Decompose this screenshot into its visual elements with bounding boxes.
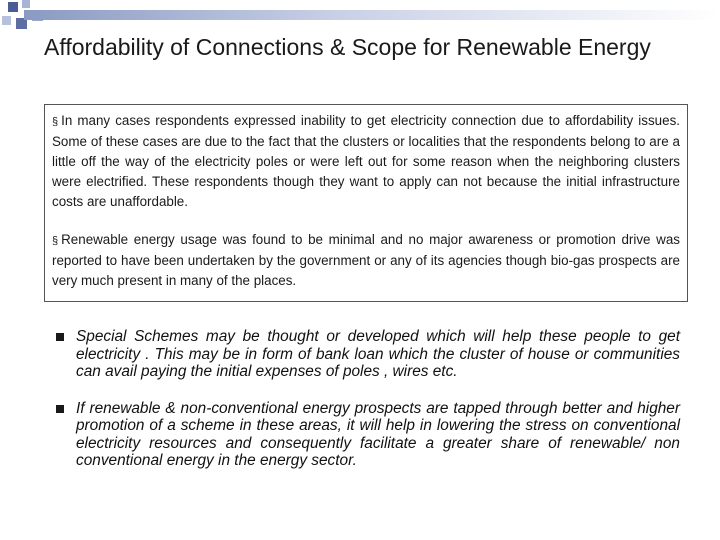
decor-square-2 [22, 0, 30, 8]
decor-square-1 [8, 2, 18, 12]
list-item-text: If renewable & non-conventional energy prospects are tapped through better and higher promotion of a scheme in these areas, it will help in lowering the stress on conventional electricity resources and consequently facilitate a greater share of renewable/ non conventional energy in the energy sector. [76, 399, 680, 469]
square-bullet-icon: § [52, 235, 59, 247]
list-item [56, 400, 680, 470]
decor-square-3 [2, 16, 11, 25]
summary-box [44, 104, 688, 302]
square-bullet-icon [56, 333, 64, 341]
list-item-text: Special Schemes may be thought or developed which will help these people to get electricity . This may be in form of bank loan which the cluster of house or communities can avail paying the initial expenses of poles , wires etc. [76, 328, 680, 380]
recommendation-list [56, 328, 680, 470]
square-bullet-icon: § [52, 116, 59, 128]
list-item [56, 328, 680, 381]
box-paragraph-text: Renewable energy usage was found to be minimal and no major awareness or promotion drive was reported to have been undertaken by the government or any of its agencies though bio-gas prospects are very much present in many of the places. [52, 232, 680, 288]
slide-title: Affordability of Connections & Scope for Renewable Energy [44, 34, 651, 60]
box-paragraph-text: In many cases respondents expressed inability to get electricity connection due to affordability issues. Some of these cases are due to the fact that the clusters or localities that the respondents belong to are a little off the way of the electricity poles or were left out for some reason when the neighboring clusters were electrified. These respondents though they want to apply can not because the initial infrastructure costs are unaffordable. [52, 113, 680, 209]
box-paragraph [52, 111, 680, 212]
box-paragraph [52, 230, 680, 291]
top-gradient-rule [24, 10, 720, 20]
square-bullet-icon [56, 405, 64, 413]
